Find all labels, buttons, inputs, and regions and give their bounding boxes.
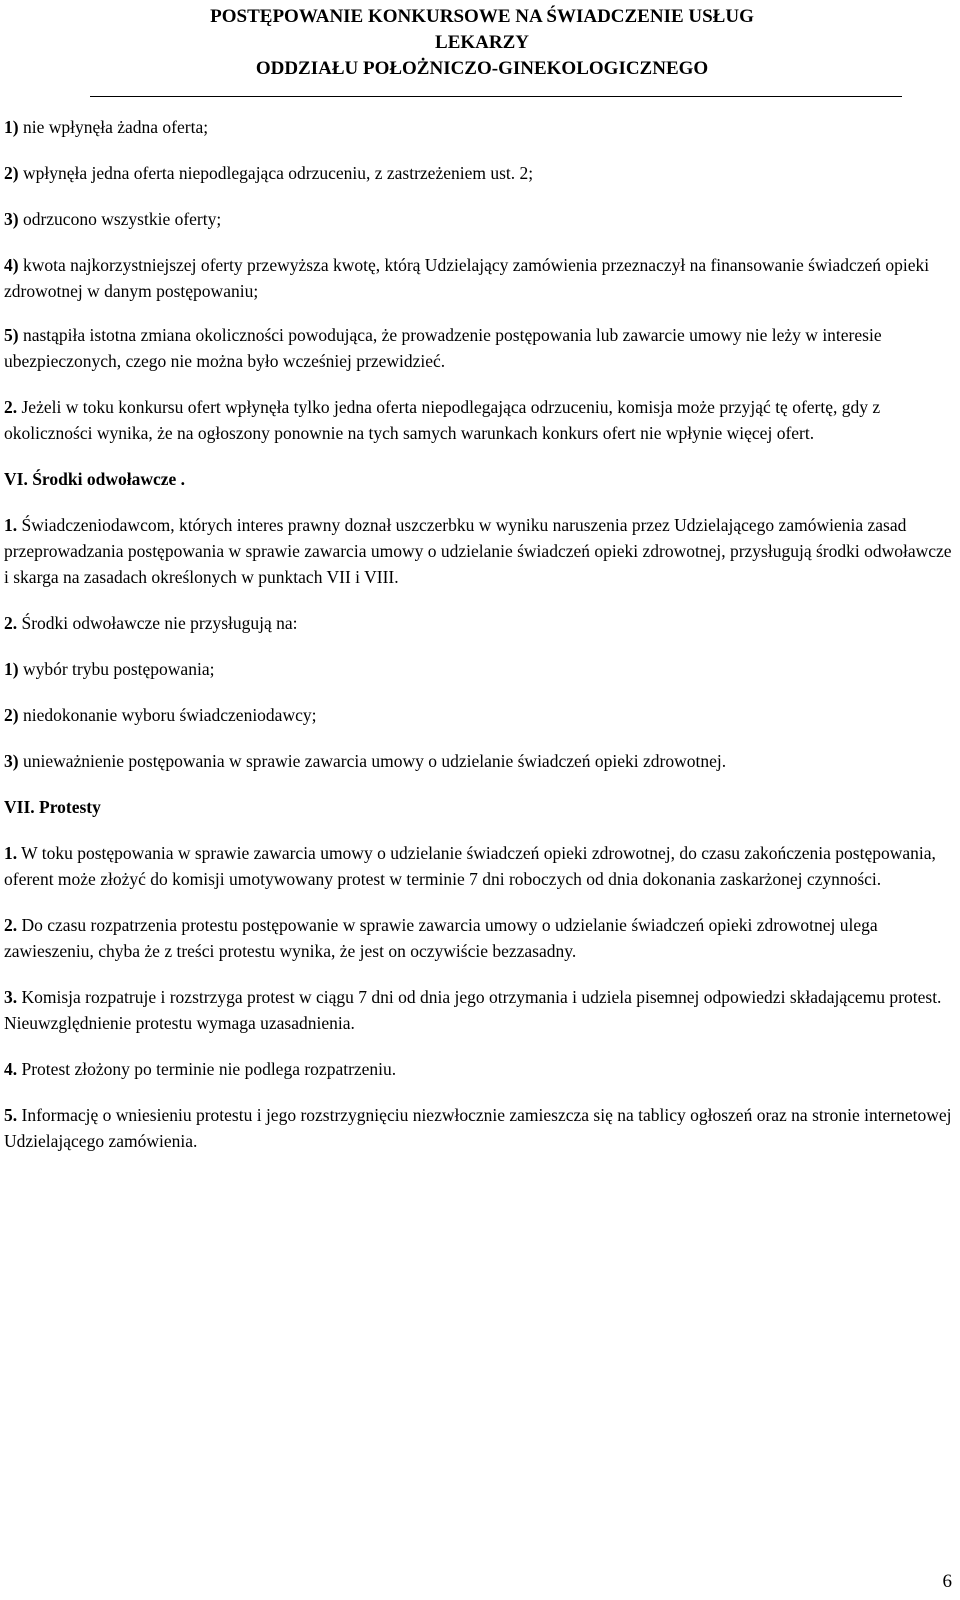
list-item bbox=[4, 160, 954, 186]
paragraph bbox=[4, 840, 954, 892]
section-heading-vi: VI. Środki odwoławcze . bbox=[4, 469, 186, 489]
paragraph-text: Informację o wniesieniu protestu i jego rozstrzygnięciu niezwłocznie zamieszcza się na tablicy ogłoszeń oraz na stronie internetowej Udzielającego zamówienia. bbox=[4, 1105, 952, 1151]
paragraph bbox=[4, 984, 954, 1036]
header-line-1: POSTĘPOWANIE KONKURSOWE NA ŚWIADCZENIE USŁUG bbox=[210, 6, 754, 27]
item-number: 3) bbox=[4, 209, 19, 229]
item-text: unieważnienie postępowania w sprawie zawarcia umowy o udzielanie świadczeń opieki zdrowotnej. bbox=[18, 751, 727, 771]
item-number: 2) bbox=[4, 163, 19, 183]
paragraph-number: 5. bbox=[4, 1105, 18, 1125]
paragraph-number: 2. bbox=[4, 397, 18, 417]
item-number: 3) bbox=[4, 751, 19, 771]
document-body bbox=[4, 112, 954, 1154]
item-text: odrzucono wszystkie oferty; bbox=[18, 209, 222, 229]
section-heading-vii: VII. Protesty bbox=[4, 797, 101, 817]
header-divider bbox=[90, 96, 902, 97]
item-number: 2) bbox=[4, 705, 19, 725]
paragraph-text: Protest złożony po terminie nie podlega rozpatrzeniu. bbox=[17, 1059, 397, 1079]
paragraph-number: 2. bbox=[4, 613, 18, 633]
list-item bbox=[4, 114, 954, 140]
item-text: niedokonanie wyboru świadczeniodawcy; bbox=[18, 705, 317, 725]
paragraph-number: 3. bbox=[4, 987, 18, 1007]
list-item bbox=[4, 656, 954, 682]
item-text: wybór trybu postępowania; bbox=[18, 659, 215, 679]
paragraph-text: W toku postępowania w sprawie zawarcia umowy o udzielanie świadczeń opieki zdrowotnej, do czasu zakończenia postępowania, oferent może złożyć do komisji umotywowany protest w terminie 7 dni roboczych od dnia dokonania zaskarżonej czynności. bbox=[4, 843, 936, 889]
paragraph-text: Środki odwoławcze nie przysługują na: bbox=[17, 613, 298, 633]
item-number: 1) bbox=[4, 117, 19, 137]
paragraph-number: 1. bbox=[4, 843, 18, 863]
item-text: kwota najkorzystniejszej oferty przewyższa kwotę, którą Udzielający zamówienia przeznaczył na finansowanie świadczeń opieki zdrowotnej w danym postępowaniu; bbox=[4, 255, 930, 301]
document-header bbox=[0, 4, 960, 82]
page-number: 6 bbox=[942, 1571, 952, 1592]
paragraph-text: Do czasu rozpatrzenia protestu postępowanie w sprawie zawarcia umowy o udzielanie świadczeń opieki zdrowotnej ulega zawieszeniu, chyba że z treści protestu wynika, że jest on oczywiście bezzasadny. bbox=[4, 915, 878, 961]
header-line-2: LEKARZY bbox=[435, 32, 529, 53]
list-item bbox=[4, 206, 954, 232]
list-item bbox=[4, 322, 954, 374]
paragraph-number: 1. bbox=[4, 515, 18, 535]
item-text: nastąpiła istotna zmiana okoliczności powodująca, że prowadzenie postępowania lub zawarcie umowy nie leży w interesie ubezpieczonych, czego nie można było wcześniej przewidzieć. bbox=[4, 325, 882, 371]
item-text: nie wpłynęła żadna oferta; bbox=[18, 117, 209, 137]
paragraph bbox=[4, 610, 954, 636]
list-item bbox=[4, 748, 954, 774]
paragraph-text: Świadczeniodawcom, których interes prawny doznał uszczerbku w wyniku naruszenia przez Udzielającego zamówienia zasad przeprowadzania postępowania w sprawie zawarcia umowy o udzielanie świadczeń opieki zdrowotnej, przysługują środki odwoławcze i skarga na zasadach określonych w punktach VII i VIII. bbox=[4, 515, 952, 587]
list-item bbox=[4, 252, 954, 304]
item-number: 1) bbox=[4, 659, 19, 679]
header-line-3: ODDZIAŁU POŁOŻNICZO-GINEKOLOGICZNEGO bbox=[255, 58, 709, 79]
item-text: wpłynęła jedna oferta niepodlegająca odrzuceniu, z zastrzeżeniem ust. 2; bbox=[18, 163, 534, 183]
paragraph-text: Komisja rozpatruje i rozstrzyga protest w ciągu 7 dni od dnia jego otrzymania i udziela pisemnej odpowiedzi składającemu protest. Nieuwzględnienie protestu wymaga uzasadnienia. bbox=[4, 987, 942, 1033]
paragraph bbox=[4, 1102, 954, 1154]
list-item bbox=[4, 702, 954, 728]
item-number: 5) bbox=[4, 325, 19, 345]
paragraph bbox=[4, 394, 954, 446]
item-number: 4) bbox=[4, 255, 19, 275]
paragraph-number: 2. bbox=[4, 915, 18, 935]
paragraph bbox=[4, 1056, 954, 1082]
paragraph-text: Jeżeli w toku konkursu ofert wpłynęła tylko jedna oferta niepodlegająca odrzuceniu, komisja może przyjąć tę ofertę, gdy z okoliczności wynika, że na ogłoszony ponownie na tych samych warunkach konkurs ofert nie wpłynie więcej ofert. bbox=[4, 397, 881, 443]
paragraph bbox=[4, 512, 954, 590]
paragraph-number: 4. bbox=[4, 1059, 18, 1079]
paragraph bbox=[4, 912, 954, 964]
